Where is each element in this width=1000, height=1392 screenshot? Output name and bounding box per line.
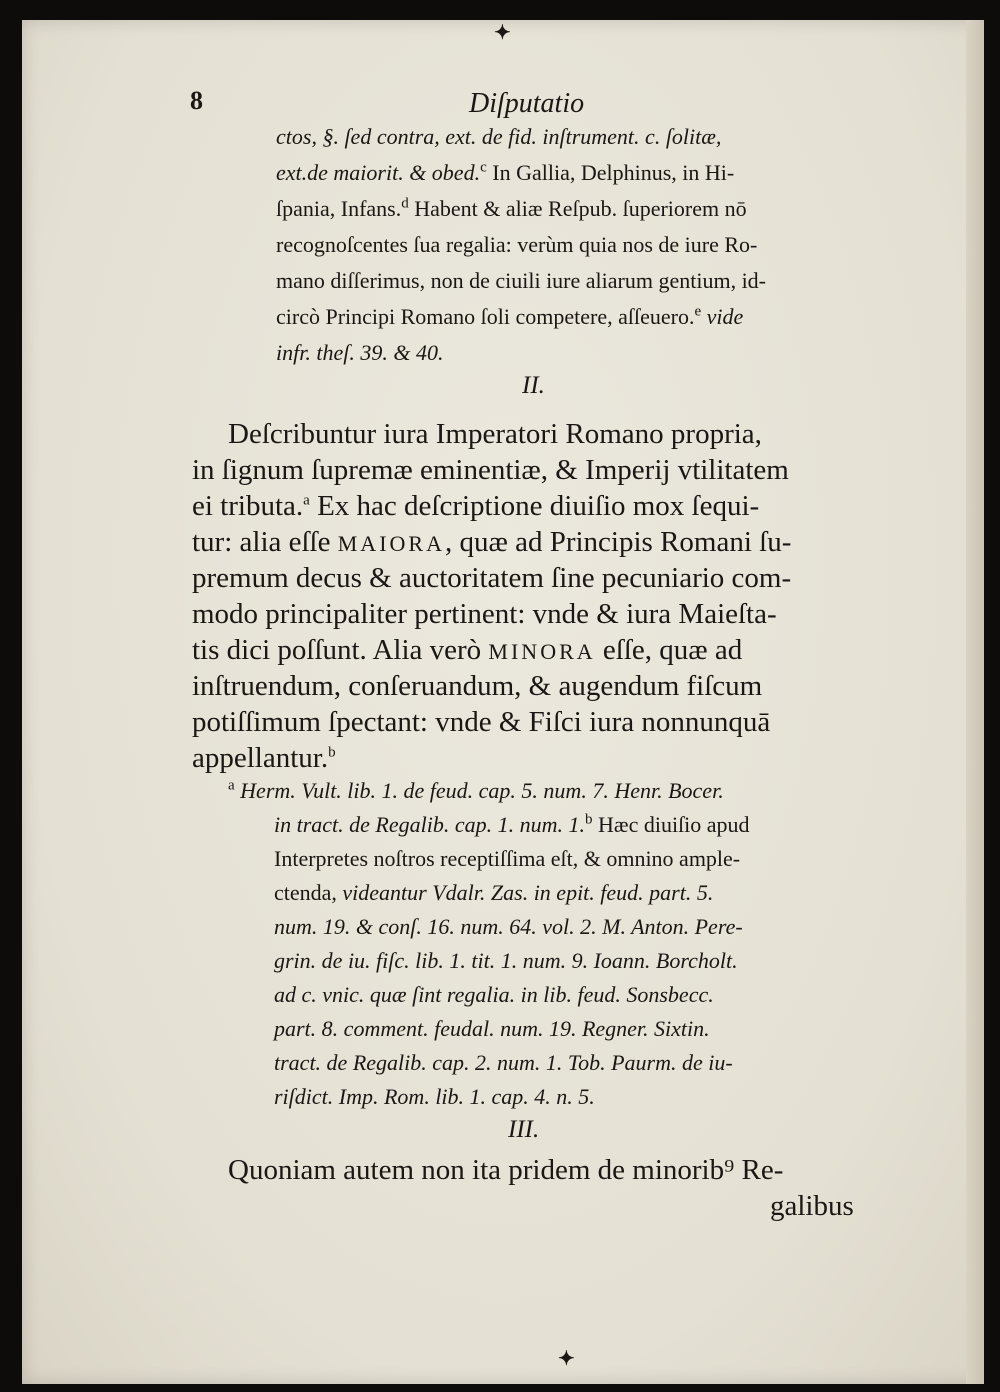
body-line: tis dici poſſunt. Alia verò MINORA eſſe, quæ ad	[192, 634, 743, 666]
running-head: Diſputatio	[469, 88, 585, 119]
footnote-line: ſpania, Infans.$^d$ Habent & aliæ Reſpub. ſuperiorem nō	[276, 195, 747, 221]
catchword: galibus	[770, 1190, 854, 1222]
footnote-line: ctenda, videantur Vdalr. Zas. in epit. feud. part. 5.	[274, 880, 714, 905]
footnote-line: $^a$ Herm. Vult. lib. 1. de feud. cap. 5. num. 7. Henr. Bocer.	[228, 777, 724, 803]
section-heading-II: II.	[522, 372, 545, 399]
footnote-line: ext.de maiorit. & obed.$^c$ In Gallia, Delphinus, in Hi-	[276, 159, 735, 185]
bottom-printer-mark: ✦	[558, 1348, 575, 1370]
body-line: appellantur.$^b$	[192, 742, 336, 774]
footnote-line: tract. de Regalib. cap. 2. num. 1. Tob. Paurm. de iu-	[274, 1050, 733, 1075]
body-line: premum decus & auctoritatem ſine pecuniario com-	[192, 562, 792, 594]
book-page	[22, 20, 984, 1384]
body-line: Deſcribuntur iura Imperatori Romano propria,	[228, 418, 762, 450]
page-number: 8	[190, 86, 203, 115]
footnote-line: grin. de iu. fiſc. lib. 1. tit. 1. num. 9. Ioann. Borcholt.	[274, 948, 738, 973]
footnote-line: recognoſcentes ſua regalia: verùm quia nos de iure Ro-	[276, 232, 758, 257]
footnote-line: mano diſſerimus, non de ciuili iure aliarum gentium, id-	[276, 268, 767, 293]
body-line: Quoniam autem non ita pridem de minorib⁹ Re-	[228, 1154, 784, 1186]
body-line: in ſignum ſupremæ eminentiæ, & Imperij vtilitatem	[192, 454, 789, 486]
footnote-line: ad c. vnic. quæ ſint regalia. in lib. feud. Sonsbecc.	[274, 982, 714, 1007]
footnote-line: riſdict. Imp. Rom. lib. 1. cap. 4. n. 5.	[274, 1084, 595, 1109]
top-printer-mark: ✦	[494, 22, 511, 44]
body-line: modo principaliter pertinent: vnde & iura Maieſta-	[192, 598, 777, 630]
footnote-line: circò Principi Romano ſoli competere, aſſeuero.$^e$ vide	[276, 303, 744, 329]
footnote-line: num. 19. & conſ. 16. num. 64. vol. 2. M. Anton. Pere-	[274, 914, 743, 939]
minora-term: MINORA	[488, 639, 596, 664]
footnote-line: part. 8. comment. feudal. num. 19. Regner. Sixtin.	[274, 1016, 710, 1041]
footnote-line: Interpretes noſtros receptiſſima eſt, & omnino ample-	[274, 846, 741, 871]
body-line: inſtruendum, conſeruandum, & augendum fiſcum	[192, 670, 763, 702]
body-line: ei tributa.$^a$ Ex hac deſcriptione diuiſio mox ſequi-	[192, 490, 760, 522]
footnote-line: in tract. de Regalib. cap. 1. num. 1.$^b$ Hæc diuiſio apud	[274, 811, 750, 837]
section-heading-III: III.	[508, 1116, 540, 1143]
maiora-term: MAIORA	[337, 531, 445, 556]
body-line: potiſſimum ſpectant: vnde & Fiſci iura nonnunquā	[192, 706, 771, 738]
footnote-line: infr. theſ. 39. & 40.	[276, 340, 444, 365]
body-line: tur: alia eſſe MAIORA, quæ ad Principis Romani ſu-	[192, 526, 792, 558]
footnote-line: ctos, §. ſed contra, ext. de fid. inſtrument. c. ſolitæ,	[276, 124, 722, 149]
page-edge	[966, 20, 984, 1384]
